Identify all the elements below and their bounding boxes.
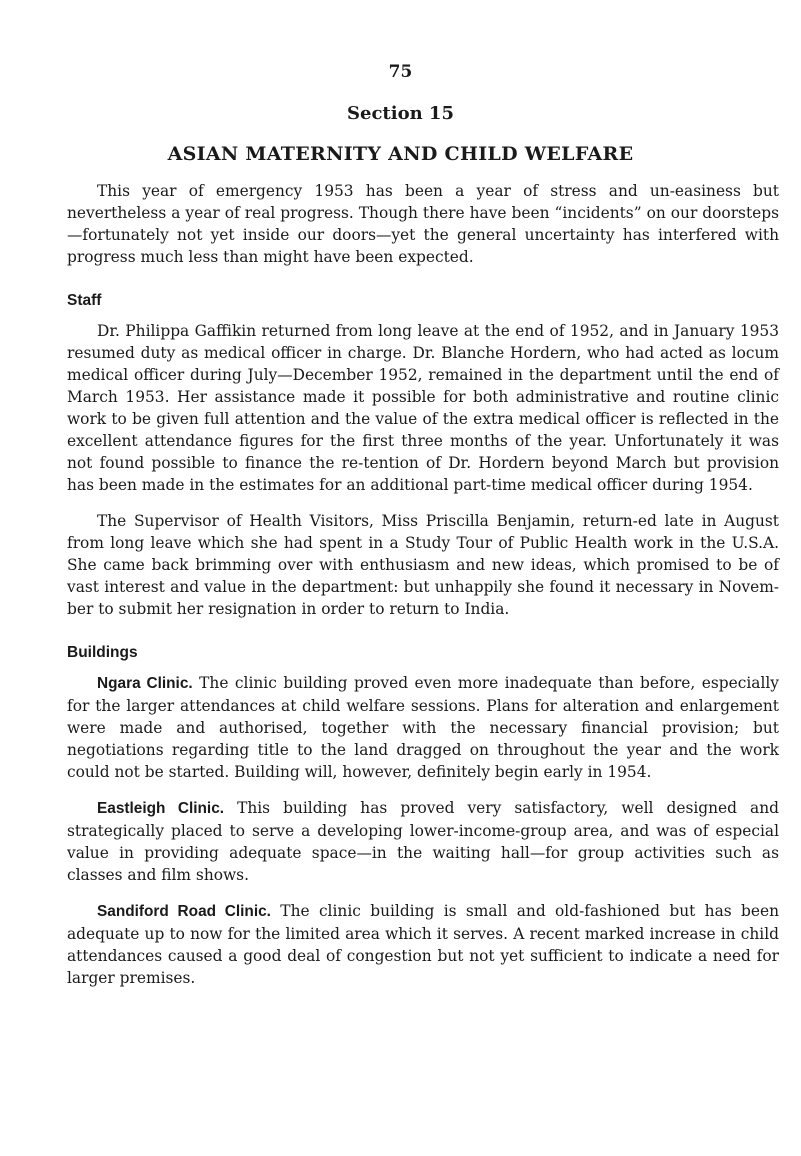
sandiford-clinic-label: Sandiford Road Clinic. bbox=[97, 903, 271, 920]
staff-heading: Staff bbox=[67, 292, 102, 309]
eastleigh-clinic-text: This building has proved very satisfactory, well designed and strategically placed to serve a developing lower-income-group area, and was of especial value in providing adequate space—in the waiting hall—for group activities such as classes and film shows. bbox=[67, 799, 779, 884]
ngara-clinic-text: The clinic building proved even more inadequate than before, especially for the larger attendances at child welfare sessions. Plans for alteration and enlargement were made and authorised, together with the necessary financial provision; but negotiations regarding title to the land dragged on throughout the year and the work could not be started. Building will, however, definitely begin early in 1954. bbox=[67, 674, 779, 781]
ngara-clinic-label: Ngara Clinic. bbox=[97, 675, 193, 692]
intro-paragraph: This year of emergency 1953 has been a year of stress and un-easiness but nevertheless a year of real progress. Though there have been “incidents” on our doorsteps—fortunately not yet inside our doors—yet the general uncertainty has interfered with progress much less than might have been expected. bbox=[67, 182, 779, 266]
sandiford-clinic-text: The clinic building is small and old-fashioned but has been adequate up to now for the limited area which it serves. A recent marked increase in child attendances caused a good deal of congestion but not yet sufficient to indicate a need for larger premises. bbox=[67, 902, 779, 987]
page-title: ASIAN MATERNITY AND CHILD WELFARE bbox=[167, 143, 634, 165]
eastleigh-clinic-label: Eastleigh Clinic. bbox=[97, 800, 225, 817]
page-number: 75 bbox=[388, 62, 413, 82]
eastleigh-paragraph bbox=[67, 797, 779, 886]
sandiford-paragraph bbox=[67, 900, 779, 989]
buildings-heading: Buildings bbox=[67, 644, 138, 661]
body-text bbox=[67, 180, 779, 989]
ngara-paragraph bbox=[67, 672, 779, 783]
section-label: Section 15 bbox=[347, 103, 454, 124]
staff-paragraph-2: The Supervisor of Health Visitors, Miss Priscilla Benjamin, return-ed late in August from long leave which she had spent in a Study Tour of Public Health work in the U.S.A. She came back brimming over with enthusiasm and new ideas, which promised to be of vast interest and value in the department: but unhappily she found it necessary in Novem-ber to submit her resignation in order to return to India. bbox=[67, 512, 779, 618]
staff-paragraph-1: Dr. Philippa Gaffikin returned from long leave at the end of 1952, and in January 1953 resumed duty as medical officer in charge. Dr. Blanche Hordern, who had acted as locum medical officer during July—December 1952, remained in the department until the end of March 1953. Her assistance made it possible for both administrative and routine clinic work to be given full attention and the value of the extra medical officer is reflected in the excellent attendance figures for the first three months of the year. Unfortunately it was not found possible to finance the re-tention of Dr. Hordern beyond March but provision has been made in the estimates for an additional part-time medical officer during 1954. bbox=[67, 322, 779, 494]
